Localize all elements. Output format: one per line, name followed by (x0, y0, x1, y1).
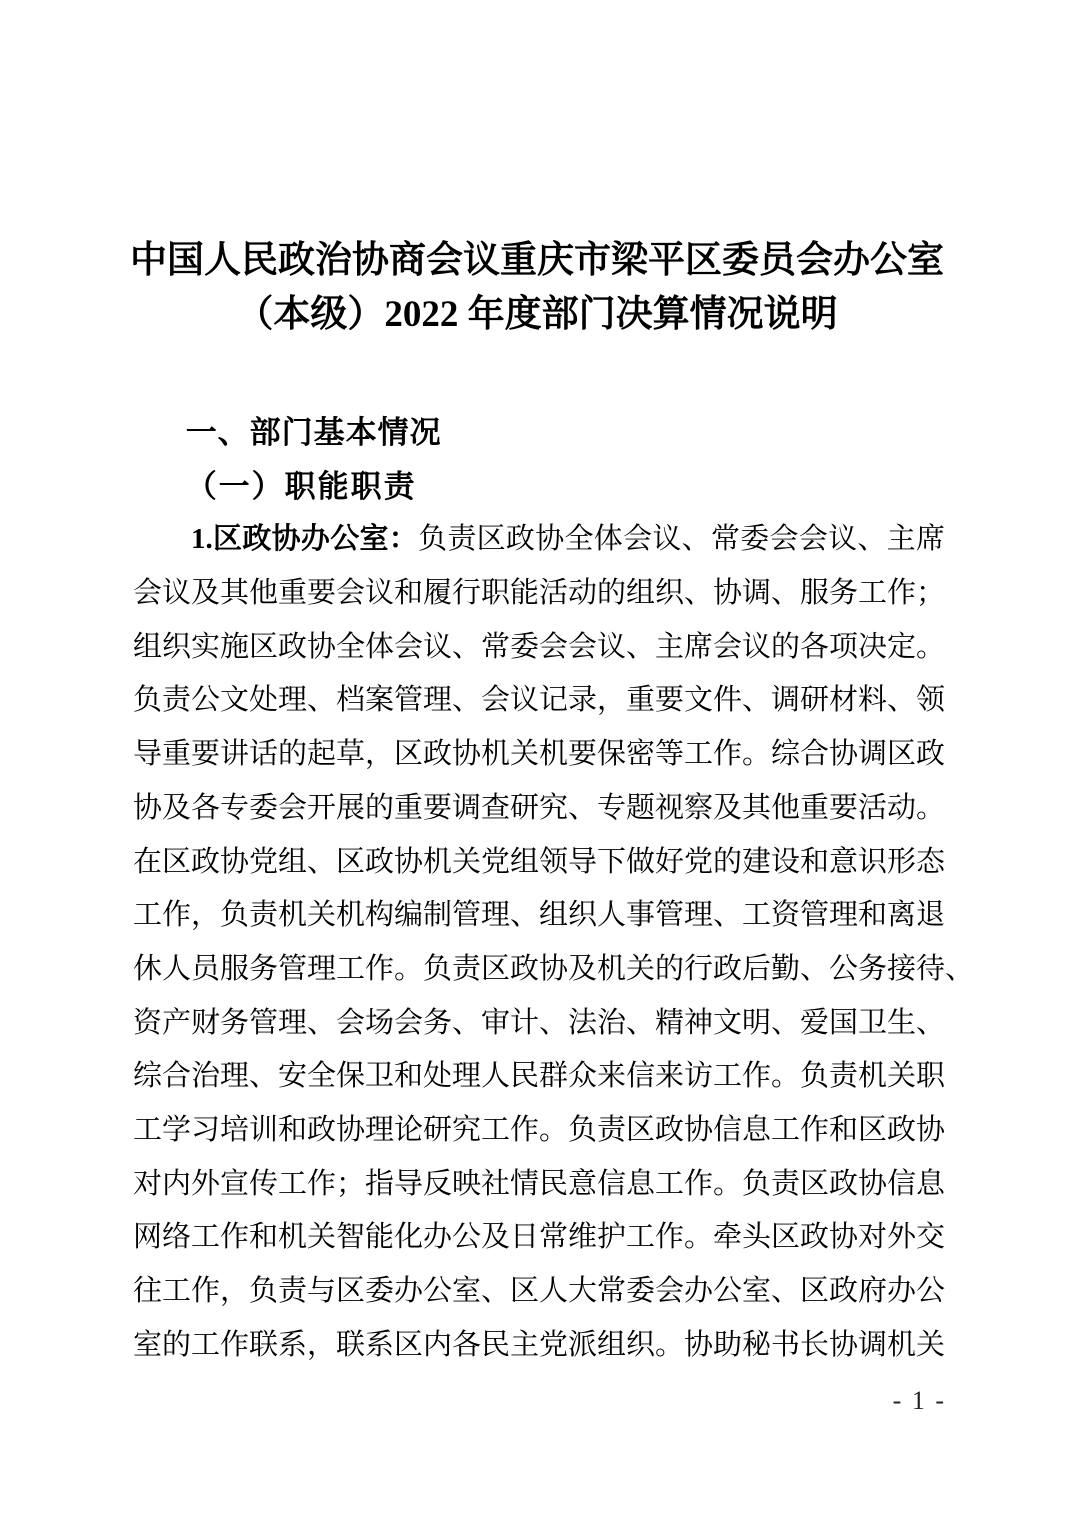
paragraph-line: 网络工作和机关智能化办公及日常维护工作。牵头区政协对外交 (133, 1221, 946, 1254)
title-line-1: 中国人民政治协商会议重庆市梁平区委员会办公室 (130, 240, 944, 281)
section-heading-basic-info: 一、部门基本情况 (185, 415, 442, 450)
paragraph-line-text: 负责区政协全体会议、常委会会议、主席 (418, 523, 945, 556)
paragraph-line: 室的工作联系，联系区内各民主党派组织。协助秘书长协调机关 (133, 1328, 946, 1361)
paragraph-line: 导重要讲话的起草，区政协机关机要保密等工作。综合协调区政 (133, 738, 946, 771)
paragraph-line: 组织实施区政协全体会议、常委会会议、主席会议的各项决定。 (133, 630, 946, 663)
paragraph-line: 负责公文处理、档案管理、会议记录，重要文件、调研材料、领 (133, 684, 946, 717)
document-title (0, 0, 1074, 342)
paragraph-lead-label: 1.区政协办公室： (191, 523, 419, 556)
paragraph-line: 休人员服务管理工作。负责区政协及机关的行政后勤、公务接待、 (133, 952, 975, 985)
title-line-2: （本级）2022 年度部门决算情况说明 (236, 294, 838, 335)
paragraph-line: 资产财务管理、会场会务、审计、法治、精神文明、爱国卫生、 (133, 1006, 946, 1039)
paragraph-line: 协及各专委会开展的重要调查研究、专题视察及其他重要活动。 (133, 791, 946, 824)
paragraph-line: 在区政协党组、区政协机关党组领导下做好党的建设和意识形态 (133, 845, 946, 878)
paragraph-line: 往工作，负责与区委办公室、区人大常委会办公室、区政府办公 (133, 1275, 946, 1308)
paragraph-line: 工作，负责机关机构编制管理、组织人事管理、工资管理和离退 (133, 899, 946, 932)
paragraph-line: 会议及其他重要会议和履行职能活动的组织、协调、服务工作； (133, 577, 946, 610)
paragraph-line: 综合治理、安全保卫和处理人民群众来信来访工作。负责机关职 (133, 1060, 946, 1093)
paragraph-line (133, 513, 945, 567)
paragraph-line: 工学习培训和政协理论研究工作。负责区政协信息工作和区政协 (133, 1113, 946, 1146)
page-number: - 1 - (892, 1386, 946, 1415)
paragraph-line: 对内外宣传工作；指导反映社情民意信息工作。负责区政协信息 (133, 1167, 946, 1200)
paragraph-duties (133, 513, 975, 1372)
subsection-heading-duties: （一）职能职责 (185, 468, 417, 504)
document-body (133, 406, 975, 1372)
